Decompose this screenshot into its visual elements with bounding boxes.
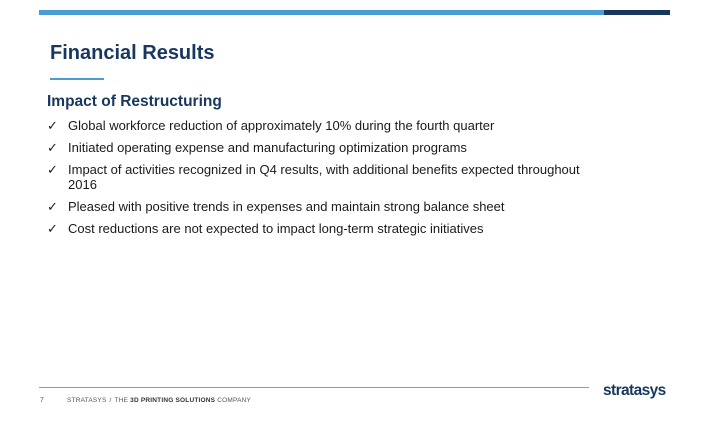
footer-tagline-bold: 3D PRINTING SOLUTIONS [130, 397, 216, 404]
header-dark-bar [604, 10, 670, 15]
checkmark-icon: ✓ [47, 199, 58, 214]
section-heading: Impact of Restructuring [47, 93, 222, 110]
bullet-item [45, 162, 605, 192]
page-number: 7 [40, 397, 44, 404]
bullet-item [45, 140, 605, 155]
footer-tagline-suffix: COMPANY [217, 397, 252, 404]
bullet-list [45, 118, 605, 243]
checkmark-icon: ✓ [47, 221, 58, 236]
footer-company: STRATASYS [67, 397, 107, 404]
footer-divider [39, 387, 589, 388]
bullet-text: Initiated operating expense and manufacturing optimization programs [68, 140, 467, 155]
footer-tagline [67, 397, 251, 404]
bullet-item [45, 199, 605, 214]
checkmark-icon: ✓ [47, 140, 58, 155]
bullet-text: Impact of activities recognized in Q4 results, with additional benefits expected throughout 2016 [68, 162, 580, 192]
footer-separator: / [109, 397, 112, 404]
header-accent-bar [39, 10, 604, 15]
bullet-item [45, 221, 605, 236]
bullet-item [45, 118, 605, 133]
bullet-text: Global workforce reduction of approximately 10% during the fourth quarter [68, 118, 495, 133]
checkmark-icon: ✓ [47, 118, 58, 133]
bullet-text: Cost reductions are not expected to impact long-term strategic initiatives [68, 221, 484, 236]
checkmark-icon: ✓ [47, 162, 58, 177]
stratasys-logo: stratasys [603, 382, 666, 399]
footer-tagline-prefix: THE [114, 397, 129, 404]
slide-title: Financial Results [50, 42, 215, 64]
title-underline [50, 78, 104, 80]
bullet-text: Pleased with positive trends in expenses and maintain strong balance sheet [68, 199, 505, 214]
